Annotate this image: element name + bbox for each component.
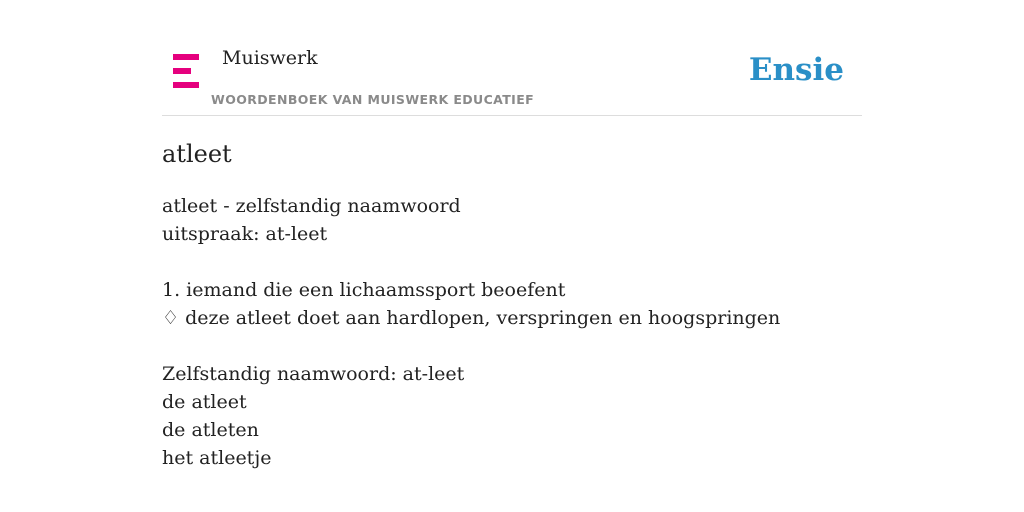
singular-form-line: de atleet: [162, 391, 247, 413]
page-title: atleet: [162, 140, 232, 168]
meaning-line: 1. iemand die een lichaamssport beoefent: [162, 279, 566, 301]
ensie-logo[interactable]: Ensie: [748, 52, 844, 88]
page-container: [162, 0, 862, 512]
definition-body: [162, 192, 780, 472]
syllabification-line: Zelfstandig naamwoord: at-leet: [162, 363, 465, 385]
diminutive-form-line: het atleetje: [162, 447, 272, 469]
logo-bar-bottom: [173, 82, 199, 88]
logo-bar-middle: [173, 68, 191, 74]
brand-subtitle: WOORDENBOEK VAN MUISWERK EDUCATIEF: [211, 92, 535, 107]
example-line: ♢ deze atleet doet aan hardlopen, verspringen en hoogspringen: [162, 307, 781, 329]
pronunciation-line: uitspraak: at-leet: [162, 223, 328, 245]
blank-line: [162, 332, 780, 360]
word-class-line: atleet - zelfstandig naamwoord: [162, 195, 461, 217]
muiswerk-logo-icon[interactable]: [173, 54, 199, 88]
header: [162, 0, 862, 116]
plural-form-line: de atleten: [162, 419, 259, 441]
logo-bar-top: [173, 54, 199, 60]
blank-line: [162, 248, 780, 276]
brand-name[interactable]: Muiswerk: [222, 47, 318, 69]
